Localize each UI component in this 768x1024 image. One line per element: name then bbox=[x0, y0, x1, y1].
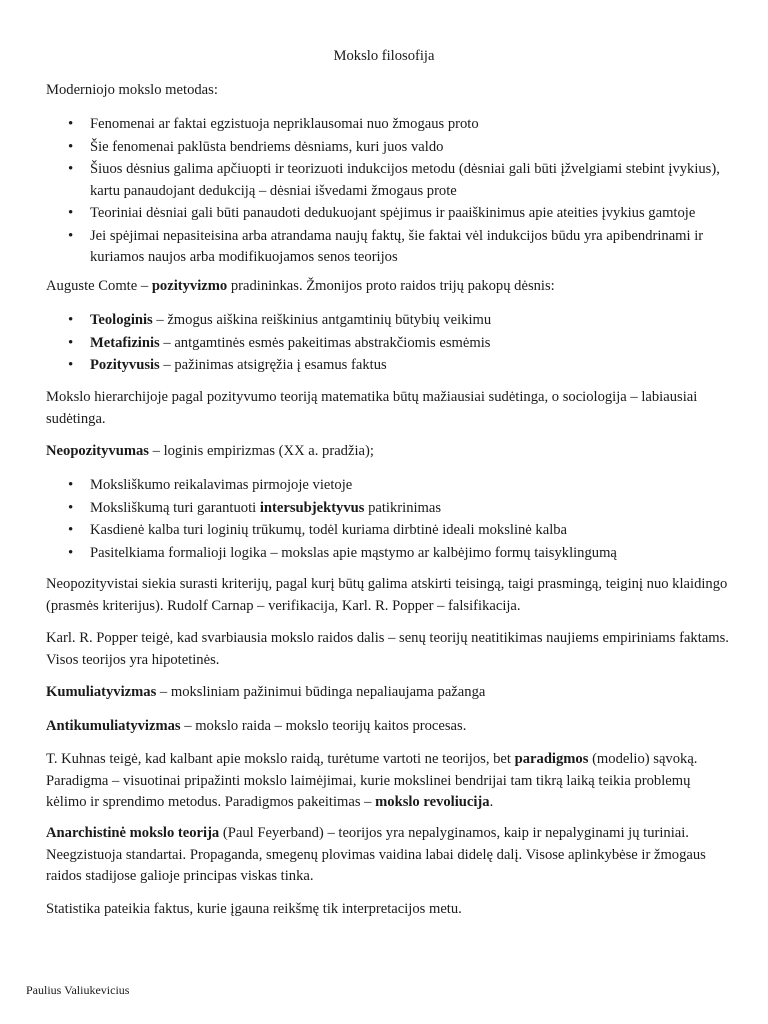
stage-term: Pozityvusis bbox=[90, 357, 160, 373]
comte-text-rest: pradininkas. Žmonijos proto raidos trijų pakopų dėsnis: bbox=[227, 278, 555, 294]
list-item bbox=[46, 520, 732, 542]
modern-intro: Moderniojo mokslo metodas: bbox=[46, 82, 218, 98]
neopos-list bbox=[46, 475, 732, 565]
item-text: Kasdienė kalba turi loginių trūkumų, todėl kuriama dirbtinė ideali mokslinė kalba bbox=[90, 522, 568, 538]
kuhn-term-revolution: mokslo revoliucija bbox=[375, 794, 490, 810]
list-item: • Šiuos dėsnius galima apčiuopti ir teorizuoti indukcijos metodu (dėsniai gali būti įžvelgiami stebint įvykius), kartu panaudojant dedukciją – dėsniai išvedami žmogaus prote bbox=[46, 159, 732, 202]
item-text: Moksliškumą turi garantuoti bbox=[90, 499, 260, 516]
stages-list bbox=[46, 310, 732, 378]
comte-term: pozityvizmo bbox=[151, 278, 228, 294]
comte-paragraph bbox=[46, 276, 732, 298]
kumul-paragraph bbox=[46, 682, 732, 704]
list-item bbox=[46, 498, 732, 520]
page-title: Mokslo filosofija bbox=[333, 48, 435, 64]
anarch-text: (Paul Feyerband) – teorijos yra nepalyginamos, kaip ir nepalyginami jų turiniai. Neegzistuoja standartai. Propaganda, smegenų plovimas vaidina labai didelę dalį. Visose aplinkybėse ir žmogaus raidos stadijose galioje principas viskas tinka. bbox=[46, 825, 706, 884]
modern-method-list bbox=[46, 114, 732, 270]
stage-desc: – antgamtinės esmės pakeitimas abstrakčiomis esmėmis bbox=[159, 334, 491, 351]
stage-desc: – žmogus aiškina reiškinius antgamtinių būtybių veikimu bbox=[152, 312, 492, 328]
kumul-text: – moksliniam pažinimui būdinga nepaliaujama pažanga bbox=[156, 684, 486, 700]
item-bold: intersubjektyvus bbox=[259, 499, 365, 516]
stage-term: Teologinis bbox=[90, 312, 153, 328]
statistics-paragraph: Statistika pateikia faktus, kurie įgauna reikšmę tik interpretacijos metu. bbox=[46, 901, 462, 917]
neopos-term: Neopozityvumas bbox=[46, 443, 149, 459]
list-item bbox=[46, 310, 732, 332]
list-item bbox=[46, 355, 732, 377]
anarch-paragraph bbox=[46, 823, 732, 888]
list-item bbox=[46, 475, 732, 497]
list-item bbox=[46, 543, 732, 565]
neopos-criteria-paragraph: Neopozityvistai siekia surasti kriterijų, pagal kurį būtų galima atskirti teisingą, taigi prasmingą, teiginį nuo klaidingo (prasmės kriterijus). Rudolf Carnap – verifikacija, Karl. R. Popper – falsifikacija. bbox=[46, 576, 728, 614]
kumul-term: Kumuliatyvizmas bbox=[46, 684, 157, 700]
antikumul-paragraph bbox=[46, 716, 732, 738]
popper-paragraph: Karl. R. Popper teigė, kad svarbiausia mokslo raidos dalis – senų teorijų neatitikimas naujiems empiriniams faktams. Visos teorijos yra hipotetinės. bbox=[46, 630, 729, 668]
anarch-term: Anarchistinė mokslo teorija bbox=[46, 825, 220, 841]
neopos-paragraph bbox=[46, 441, 732, 463]
item-text: Moksliškumo reikalavimas pirmojoje vietoje bbox=[90, 477, 353, 493]
kuhn-paragraph bbox=[46, 749, 732, 814]
antikumul-term: Antikumuliatyvizmas bbox=[46, 718, 181, 734]
kuhn-text: T. Kuhnas teigė, kad kalbant apie mokslo raidą, turėtume vartoti ne teorijos, bet bbox=[46, 751, 515, 767]
comte-text: Auguste Comte – bbox=[46, 278, 152, 294]
list-item bbox=[46, 333, 732, 355]
neopos-text: – loginis empirizmas (XX a. pradžia); bbox=[148, 443, 374, 459]
list-item: • Teoriniai dėsniai gali būti panaudoti dedukuojant spėjimus ir paaiškinimus apie ateities įvykius gamtoje bbox=[46, 203, 732, 225]
list-item: • Fenomenai ar faktai egzistuoja nepriklausomai nuo žmogaus proto bbox=[46, 114, 732, 136]
kuhn-text-end: . bbox=[489, 794, 494, 810]
kuhn-text-mid: (modelio) sąvoką. Paradigma – visuotinai pripažinti mokslo laimėjimai, kurie mokslinei bendrijai tam tikrą laiką teikia problemų kėlimo ir sprendimo metodus. Paradigmos pakeitimas – bbox=[46, 751, 698, 810]
footer-author: Paulius Valiukevicius bbox=[26, 983, 130, 997]
item-text-rest: patikrinimas bbox=[364, 499, 442, 516]
item-text: Pasitelkiama formalioji logika – mokslas apie mąstymo ar kalbėjimo formų taisyklingumą bbox=[90, 544, 617, 561]
list-item: • Šie fenomenai paklūsta bendriems dėsniams, kuri juos valdo bbox=[46, 137, 732, 159]
stage-term: Metafizinis bbox=[90, 334, 160, 351]
kuhn-term-paradigm: paradigmos bbox=[514, 751, 589, 767]
antikumul-text: – mokslo raida – mokslo teorijų kaitos procesas. bbox=[180, 718, 467, 734]
stage-desc: – pažinimas atsigręžia į esamus faktus bbox=[159, 357, 387, 373]
hierarchy-paragraph: Mokslo hierarchijoje pagal pozityvumo teoriją matematika būtų mažiausiai sudėtinga, o sociologija – labiausiai sudėtinga. bbox=[46, 389, 698, 427]
list-item: • Jei spėjimai nepasiteisina arba atrandama naujų faktų, šie faktai vėl indukcijos būdu yra apibendrinami ir kuriamos naujos arba modifikuojamos senos teorijos bbox=[46, 226, 732, 269]
